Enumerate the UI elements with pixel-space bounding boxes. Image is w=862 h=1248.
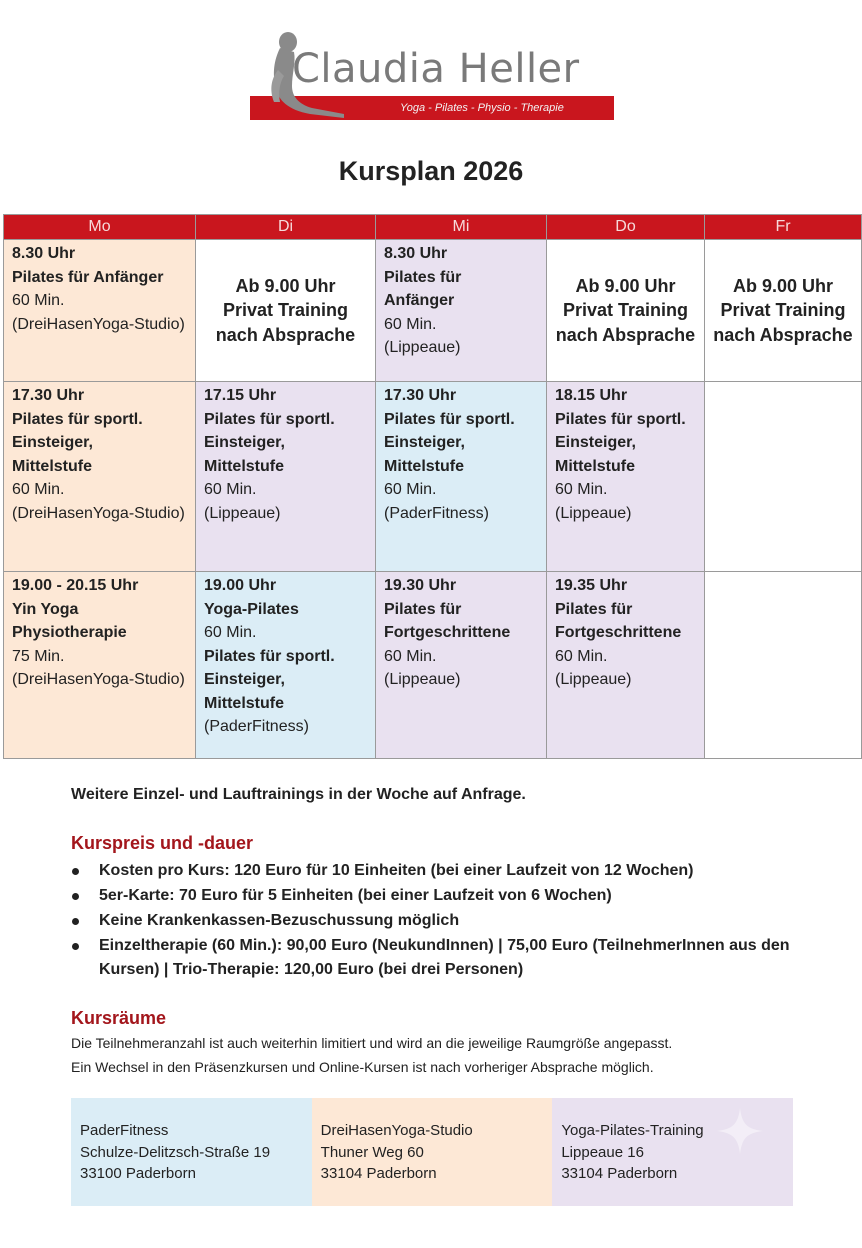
slot-mi-1 — [376, 240, 547, 382]
schedule-table — [3, 214, 862, 759]
location-street: Schulze-Delitzsch-Straße 19 — [80, 1143, 271, 1161]
slot-mo-1 — [4, 240, 196, 382]
location-card — [552, 1098, 793, 1206]
day-header-mi: Mi — [376, 215, 547, 240]
slot-location: (PaderFitness) — [204, 718, 309, 735]
private-time: Ab 9.00 Uhr — [235, 275, 336, 296]
slot-duration: 60 Min. — [204, 481, 257, 498]
slot-course: Einsteiger, — [555, 434, 636, 451]
rooms-line: Die Teilnehmeranzahl ist auch weiterhin limitiert und wird an die jeweilige Raumgröße angepasst. — [71, 1035, 673, 1051]
slot-course: Pilates für — [384, 600, 462, 618]
slot-time: 17.15 Uhr — [204, 387, 277, 404]
slot-course: Pilates für sportl. — [555, 410, 686, 428]
slot-course: Einsteiger, — [12, 434, 93, 451]
slot-course: Pilates für sportl. — [204, 410, 335, 428]
slot-location: (PaderFitness) — [384, 504, 489, 522]
slot-do-1 — [547, 240, 705, 382]
slot-location: (Lippeaue) — [555, 671, 632, 688]
prices-heading: Kurspreis und -dauer — [71, 833, 254, 853]
slot-course: Einsteiger, — [204, 671, 285, 688]
slot-location: (DreiHasenYoga-Studio) — [12, 504, 185, 522]
slot-duration: 60 Min. — [12, 481, 65, 498]
slot-mi-3 — [376, 572, 547, 759]
location-card — [312, 1098, 553, 1206]
private-time: Ab 9.00 Uhr — [575, 275, 676, 296]
slot-duration: 60 Min. — [12, 292, 65, 309]
slot-time: 19.35 Uhr — [555, 577, 628, 594]
slot-mo-2 — [4, 382, 196, 572]
price-item: Keine Krankenkassen-Bezuschussung möglich — [71, 909, 791, 933]
additional-training-note: Weitere Einzel- und Lauftrainings in der Woche auf Anfrage. — [71, 786, 526, 803]
slot-location: (DreiHasenYoga-Studio) — [12, 671, 185, 688]
day-header-di: Di — [196, 215, 376, 240]
slot-duration: 60 Min. — [204, 624, 257, 641]
private-label: Privat Training — [720, 300, 846, 321]
slot-course: Pilates für — [555, 600, 633, 618]
location-name: PaderFitness — [80, 1122, 169, 1139]
slot-time: 19.00 Uhr — [204, 577, 277, 594]
day-header-fr: Fr — [705, 215, 862, 240]
price-item: Einzeltherapie (60 Min.): 90,00 Euro (NeukundInnen) | 75,00 Euro (TeilnehmerInnen aus den Kursen) | Trio-Therapie: 120,00 Euro (bei drei Personen) — [71, 934, 791, 982]
slot-time: 8.30 Uhr — [12, 245, 76, 262]
slot-duration: 60 Min. — [384, 647, 437, 665]
location-city: 33104 Paderborn — [561, 1165, 678, 1182]
rooms-text — [71, 1031, 811, 1079]
slot-course: Yin Yoga — [12, 600, 79, 618]
slot-course: Pilates für sportl. — [204, 647, 335, 665]
location-city: 33100 Paderborn — [80, 1165, 196, 1182]
schedule-row — [4, 382, 862, 572]
slot-time: 19.00 - 20.15 Uhr — [12, 577, 139, 594]
slot-fr-2-empty — [705, 382, 862, 572]
slot-location: (Lippeaue) — [204, 504, 281, 522]
schedule-row — [4, 240, 862, 382]
slot-time: 8.30 Uhr — [384, 245, 448, 262]
page-title: Kursplan 2026 — [338, 156, 524, 186]
schedule-header-row — [4, 215, 862, 240]
slot-location: (Lippeaue) — [384, 671, 461, 688]
slot-mo-3 — [4, 572, 196, 759]
slot-course: Mittelstufe — [555, 457, 635, 475]
slot-course: Yoga-Pilates — [204, 600, 299, 618]
slot-time: 18.15 Uhr — [555, 387, 628, 404]
slot-location: (Lippeaue) — [384, 339, 461, 356]
location-name: DreiHasenYoga-Studio — [320, 1122, 473, 1139]
location-card — [71, 1098, 312, 1206]
slot-duration: 60 Min. — [555, 481, 608, 498]
logo-name: Claudia Heller — [292, 46, 580, 92]
slot-course: Mittelstufe — [12, 457, 92, 475]
day-header-mo: Mo — [4, 215, 196, 240]
slot-course: Pilates für Anfänger — [12, 268, 164, 286]
slot-course: Pilates für — [384, 268, 462, 286]
slot-course: Anfänger — [384, 292, 455, 309]
private-note: nach Absprache — [555, 324, 696, 345]
slot-di-3 — [196, 572, 376, 759]
slot-course: Einsteiger, — [384, 434, 465, 451]
slot-course: Fortgeschrittene — [384, 624, 511, 641]
private-label: Privat Training — [222, 300, 349, 321]
price-item: Kosten pro Kurs: 120 Euro für 10 Einheiten (bei einer Laufzeit von 12 Wochen) — [71, 859, 791, 883]
location-street: Thuner Weg 60 — [320, 1143, 424, 1161]
slot-location: (DreiHasenYoga-Studio) — [12, 315, 185, 333]
slot-course: Mittelstufe — [384, 457, 464, 475]
slot-time: 17.30 Uhr — [12, 387, 85, 404]
slot-course: Physiotherapie — [12, 624, 127, 641]
private-time: Ab 9.00 Uhr — [732, 275, 834, 296]
locations-panel — [71, 1098, 793, 1206]
slot-duration: 60 Min. — [384, 481, 437, 498]
private-label: Privat Training — [562, 300, 689, 321]
sparkle-icon — [715, 1106, 765, 1156]
slot-di-2 — [196, 382, 376, 572]
slot-fr-1 — [705, 240, 862, 382]
private-note: nach Absprache — [713, 324, 853, 345]
location-city: 33104 Paderborn — [320, 1165, 437, 1182]
rooms-line: Ein Wechsel in den Präsenzkursen und Online-Kursen ist nach vorheriger Absprache möglich. — [71, 1059, 654, 1075]
rooms-heading: Kursräume — [71, 1008, 167, 1028]
price-list — [71, 859, 791, 983]
slot-course: Fortgeschrittene — [555, 624, 682, 641]
schedule-row — [4, 572, 862, 759]
slot-duration: 60 Min. — [555, 647, 608, 665]
slot-do-3 — [547, 572, 705, 759]
slot-di-1 — [196, 240, 376, 382]
slot-course: Pilates für sportl. — [384, 410, 515, 428]
location-street: Lippeaue 16 — [561, 1143, 644, 1161]
slot-fr-3-empty — [705, 572, 862, 759]
price-item: 5er-Karte: 70 Euro für 5 Einheiten (bei einer Laufzeit von 6 Wochen) — [71, 884, 791, 908]
logo-tagline: Yoga - Pilates - Physio - Therapie — [400, 102, 564, 114]
brand-logo — [250, 30, 614, 126]
slot-time: 17.30 Uhr — [384, 387, 457, 404]
slot-course: Pilates für sportl. — [12, 410, 143, 428]
slot-course: Mittelstufe — [204, 694, 284, 712]
day-header-do: Do — [547, 215, 705, 240]
slot-do-2 — [547, 382, 705, 572]
slot-duration: 60 Min. — [384, 315, 437, 333]
slot-location: (Lippeaue) — [555, 504, 632, 522]
slot-time: 19.30 Uhr — [384, 577, 457, 594]
slot-mi-2 — [376, 382, 547, 572]
slot-course: Einsteiger, — [204, 434, 285, 451]
private-note: nach Absprache — [215, 324, 356, 345]
slot-duration: 75 Min. — [12, 647, 65, 665]
location-name: Yoga-Pilates-Training — [561, 1122, 704, 1139]
slot-course: Mittelstufe — [204, 457, 284, 475]
